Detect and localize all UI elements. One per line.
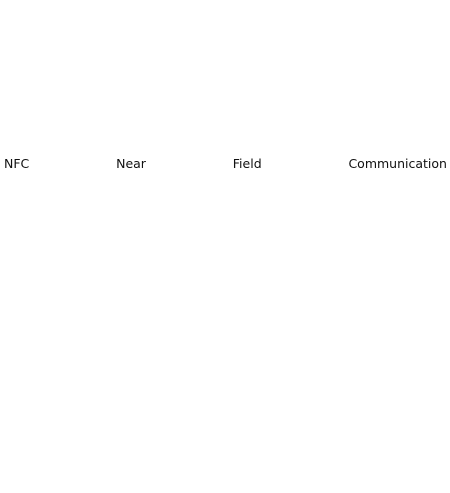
paragraph-intro [4, 0, 447, 142]
text-line [4, 293, 447, 317]
text-line [4, 469, 447, 493]
text-line [4, 152, 447, 176]
paragraph-nfc-explained [4, 152, 447, 364]
text-line [4, 270, 447, 294]
text-line [4, 47, 447, 71]
text-line [4, 399, 447, 423]
text-line [4, 340, 447, 364]
text-line [4, 317, 447, 341]
text-line [4, 0, 447, 24]
text-line [4, 118, 447, 142]
text-line [4, 94, 447, 118]
text-line [4, 446, 447, 470]
text-line [4, 375, 447, 399]
text-line [4, 222, 447, 246]
text-line [4, 422, 447, 446]
text-line [4, 246, 447, 270]
text-line [4, 175, 447, 199]
text-line [4, 199, 447, 223]
text-line [4, 24, 447, 48]
text-line [4, 71, 447, 95]
nfc-full-form: Near Field Communication [116, 155, 447, 171]
paragraph-nfc-uses [4, 375, 447, 493]
nfc-term: NFC [4, 155, 30, 171]
